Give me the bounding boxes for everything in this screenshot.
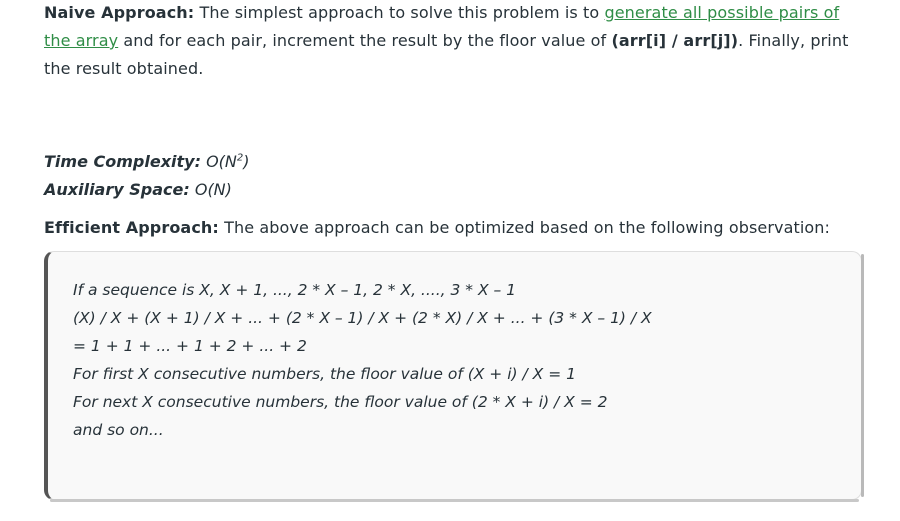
time-complexity-value: O(N (206, 152, 237, 171)
generate-pairs-link[interactable]: generate all possible pairs of the array (44, 3, 840, 50)
callout-line-result: = 1 + 1 + ... + 1 + 2 + ... + 2 (73, 337, 307, 355)
naive-approach-text-end: . Finally, print the result obtained. (44, 31, 849, 78)
floor-formula: (arr[i] / arr[j]) (611, 31, 739, 50)
auxiliary-space-value: O(N) (194, 180, 232, 199)
efficient-approach-text: The above approach can be optimized based on the following observation: (224, 218, 831, 237)
naive-approach-paragraph (44, 0, 870, 83)
observation-callout (44, 251, 862, 500)
callout-bottom-shadow (50, 499, 859, 502)
naive-approach-label: Naive Approach: (44, 3, 195, 22)
callout-line-so-on: and so on... (73, 421, 164, 439)
efficient-approach-label: Efficient Approach: (44, 218, 219, 237)
time-complexity-exponent: 2 (236, 152, 244, 164)
callout-line-sum: (X) / X + (X + 1) / X + ... + (2 * X – 1) / X + (2 * X) / X + ... + (3 * X – 1) / X (73, 309, 652, 327)
auxiliary-space-line (44, 176, 250, 204)
time-complexity-close: ) (243, 152, 250, 171)
time-complexity-label: Time Complexity: (44, 152, 201, 171)
callout-line-next-x: For next X consecutive numbers, the floor value of (2 * X + i) / X = 2 (73, 393, 608, 411)
auxiliary-space-label: Auxiliary Space: (44, 180, 190, 199)
efficient-approach-paragraph (44, 214, 830, 242)
article-content (44, 0, 870, 237)
complexity-block (44, 148, 250, 204)
naive-approach-text: The simplest approach to solve this problem is to (199, 3, 600, 22)
callout-line-sequence: If a sequence is X, X + 1, ..., 2 * X – 1, 2 * X, ...., 3 * X – 1 (73, 281, 517, 299)
callout-line-first-x: For first X consecutive numbers, the floor value of (X + i) / X = 1 (73, 365, 576, 383)
naive-approach-text-continued: and for each pair, increment the result by the floor value of (123, 31, 607, 50)
callout-lines (73, 276, 652, 444)
callout-right-shadow (861, 254, 864, 497)
time-complexity-line (44, 148, 250, 176)
